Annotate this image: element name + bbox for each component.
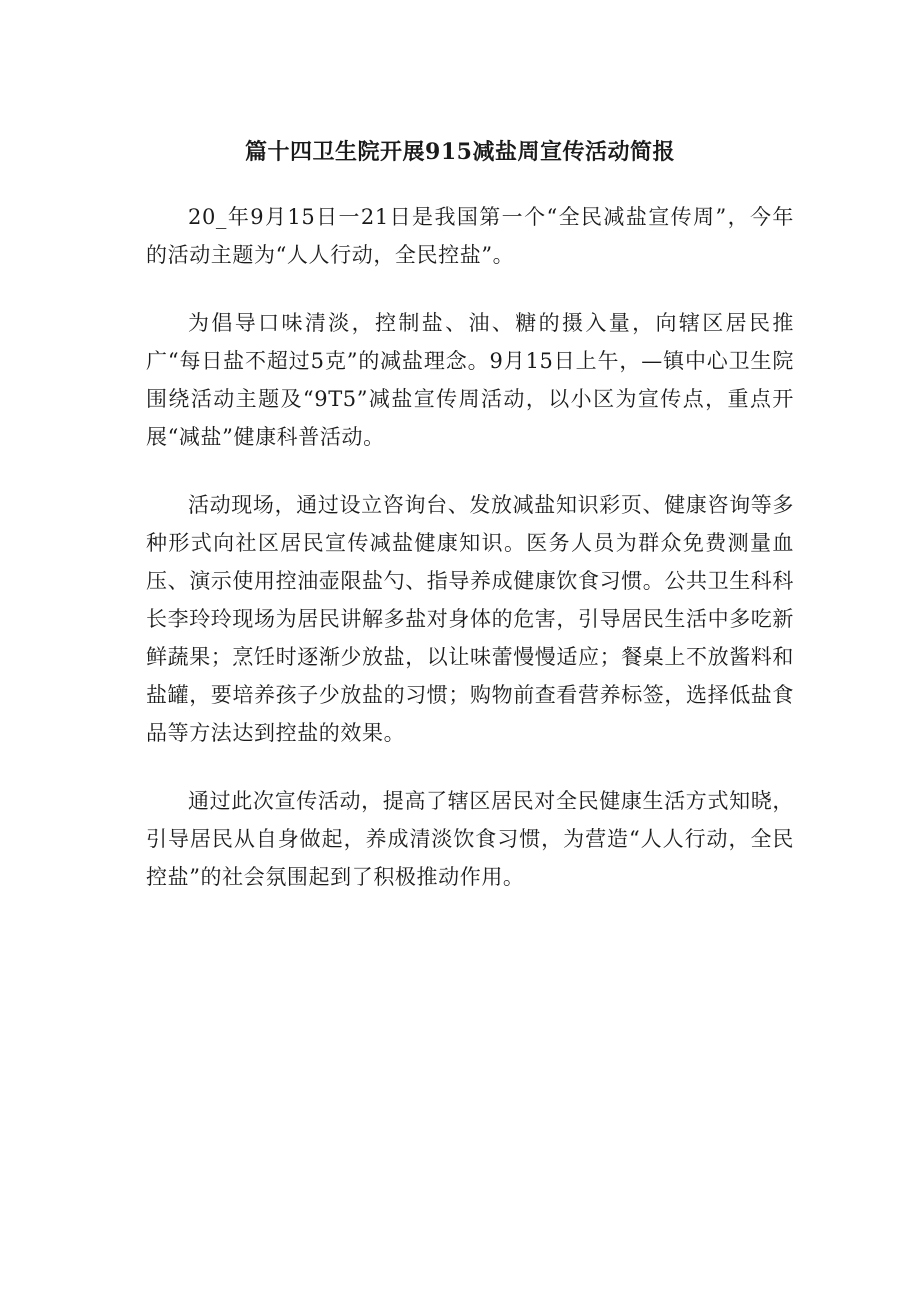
paragraph-1: 20_年9月15日一21日是我国第一个“全民减盐宣传周”，今年的活动主题为“人人行动，全民控盐”。 [146, 205, 794, 267]
document-title: 篇十四卫生院开展915减盐周宣传活动简报 [245, 139, 675, 165]
paragraph-2: 为倡导口味清淡，控制盐、油、糖的摄入量，向辖区居民推广“每日盐不超过5克”的减盐理念。9月15日上午，—镇中心卫生院围绕活动主题及“9T5”减盐宣传周活动，以小区为宣传点，重点开展“减盐”健康科普活动。 [146, 311, 794, 449]
paragraph-4: 通过此次宣传活动，提高了辖区居民对全民健康生活方式知晓，引导居民从自身做起，养成清淡饮食习惯，为营造“人人行动，全民控盐”的社会氛围起到了积极推动作用。 [146, 789, 794, 889]
paragraph-3: 活动现场，通过设立咨询台、发放减盐知识彩页、健康咨询等多种形式向社区居民宣传减盐健康知识。医务人员为群众免费测量血压、演示使用控油壶限盐勺、指导养成健康饮食习惯。公共卫生科科长李玲玲现场为居民讲解多盐对身体的危害，引导居民生活中多吃新鲜蔬果；烹饪时逐渐少放盐，以让味蕾慢慢适应；餐桌上不放酱料和盐罐，要培养孩子少放盐的习惯；购物前查看营养标签，选择低盐食品等方法达到控盐的效果。 [146, 493, 794, 745]
document-body [146, 198, 794, 926]
